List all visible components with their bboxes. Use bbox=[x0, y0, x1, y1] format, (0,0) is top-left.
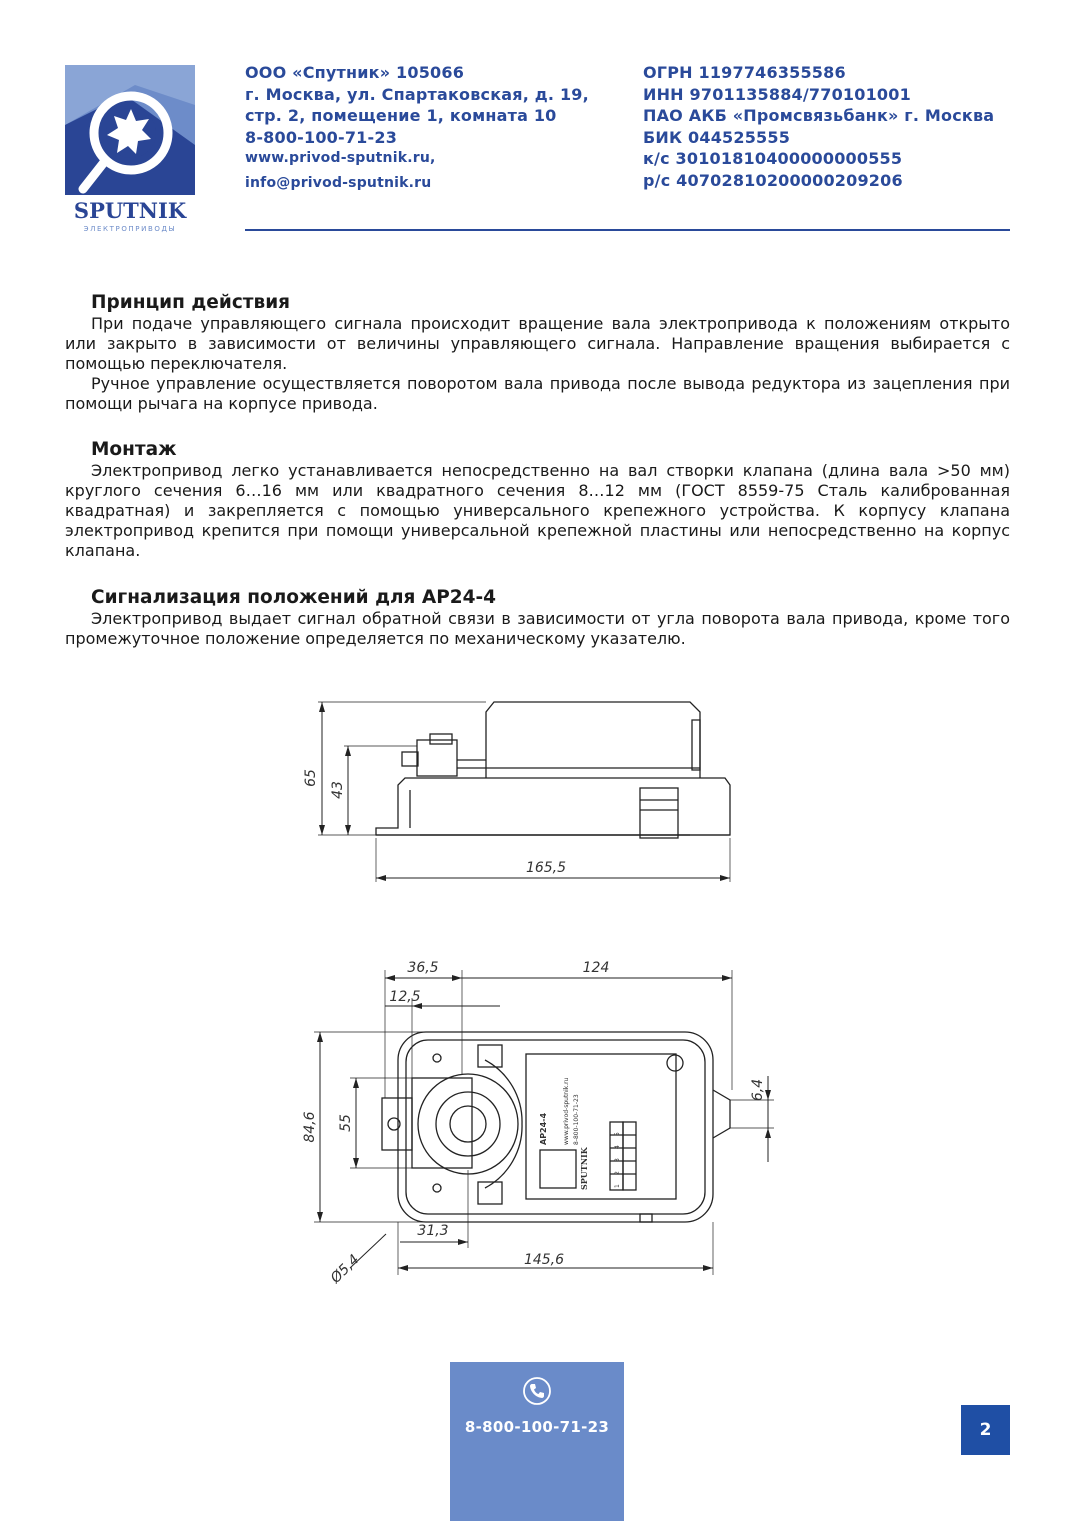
correspondent-account: к/с 30101810400000000555 bbox=[643, 149, 903, 168]
paragraph: Электропривод выдает сигнал обратной связи в зависимости от угла поворота вала привода, кроме того промежуточное положение определяется по механическому указателю. bbox=[65, 609, 1010, 648]
section-title: Сигнализация положений для АР24-4 bbox=[91, 587, 497, 608]
phone-icon bbox=[522, 1376, 552, 1406]
settlement-account: р/с 40702810200000209206 bbox=[643, 170, 903, 190]
svg-text:SPUTNIK: SPUTNIK bbox=[73, 198, 187, 223]
footer-phone[interactable]: 8-800-100-71-23 bbox=[464, 1418, 610, 1436]
paragraph: Ручное управление осуществляется поворотом вала привода после вывода редуктора из зацепления при помощи рычага на корпусе привода. bbox=[65, 374, 1010, 413]
section-mounting bbox=[65, 439, 1010, 561]
dim-length: 145,6 bbox=[523, 1252, 565, 1268]
address-line-2: стр. 2, помещение 1, комната 10 bbox=[245, 106, 557, 125]
dim-length: 165,5 bbox=[525, 860, 567, 876]
website-link[interactable]: www.privod-sputnik.ru, bbox=[245, 150, 436, 166]
terminal-1: 1 bbox=[614, 1184, 621, 1188]
terminal-2: 2 bbox=[614, 1171, 621, 1175]
bank-name: ПАО АКБ «Промсвязьбанк» г. Москва bbox=[643, 106, 995, 125]
dim-d: 31,3 bbox=[417, 1223, 449, 1239]
bank-details bbox=[643, 62, 994, 191]
page-number: 2 bbox=[961, 1405, 1010, 1455]
dim-width-total: 84,6 bbox=[302, 1111, 318, 1143]
dim-tab: 6,4 bbox=[750, 1078, 766, 1102]
actuator-side-view bbox=[290, 690, 750, 890]
paragraph: Электропривод легко устанавливается непосредственно на вал створки клапана (длина вала >50 мм) круглого сечения 6…16 мм или квадратного сечения 8…12 мм (ГОСТ 8559-75 Сталь калиброванная квадратная) и закрепляется с помощью универсального крепежного устройства. К корпусу клапана электропривод крепится при помощи универсальной крепежной пластины или непосредственно на корпус клапана. bbox=[65, 461, 1010, 560]
terminal-5: 5 bbox=[614, 1132, 621, 1136]
svg-text:ЭЛЕКТРОПРИВОДЫ: ЭЛЕКТРОПРИВОДЫ bbox=[83, 225, 177, 233]
inn: ИНН 9701135884/770101001 bbox=[643, 84, 911, 104]
terminal-3: 3 bbox=[614, 1158, 621, 1162]
company-name: ООО «Спутник» 105066 bbox=[245, 63, 465, 82]
ogrn: ОГРН 1197746355586 bbox=[643, 63, 846, 82]
section-title: Монтаж bbox=[91, 439, 177, 460]
dim-a: 36,5 bbox=[407, 960, 439, 976]
section-title: Принцип действия bbox=[91, 292, 291, 313]
dim-height-body: 43 bbox=[330, 781, 346, 799]
terminal-4: 4 bbox=[614, 1145, 621, 1149]
header-divider bbox=[245, 229, 1010, 231]
dim-b: 124 bbox=[582, 960, 610, 976]
dim-hole: Ø5,4 bbox=[327, 1251, 363, 1287]
label-phone: 8-800-100-71-23 bbox=[573, 1094, 580, 1145]
top-view-drawing bbox=[290, 950, 780, 1299]
dim-c: 12,5 bbox=[389, 989, 421, 1005]
section-operation bbox=[65, 292, 1010, 414]
dim-height-total: 65 bbox=[303, 769, 319, 787]
section-position-signal bbox=[65, 587, 1010, 649]
paragraph: При подаче управляющего сигнала происходит вращение вала электропривода к положениям открыто или закрыто в зависимости от величины управляющего сигнала. Направление вращения выбирается с помощью переключателя. bbox=[65, 314, 1010, 373]
bik: БИК 044525555 bbox=[643, 127, 791, 147]
label-site: www.privod-sputnik.ru bbox=[563, 1077, 570, 1145]
label-brand: SPUTNIK bbox=[579, 1147, 589, 1190]
side-view-drawing bbox=[290, 690, 750, 894]
company-address bbox=[245, 62, 589, 194]
sputnik-logo-icon bbox=[65, 65, 195, 235]
dim-width-inner: 55 bbox=[338, 1114, 354, 1132]
actuator-top-view bbox=[290, 950, 780, 1295]
address-line-1: г. Москва, ул. Спартаковская, д. 19, bbox=[245, 84, 589, 104]
header-phone: 8-800-100-71-23 bbox=[245, 127, 398, 147]
label-model: АР24-4 bbox=[539, 1112, 548, 1145]
company-logo bbox=[65, 65, 195, 235]
email-link[interactable]: info@privod-sputnik.ru bbox=[245, 174, 432, 191]
